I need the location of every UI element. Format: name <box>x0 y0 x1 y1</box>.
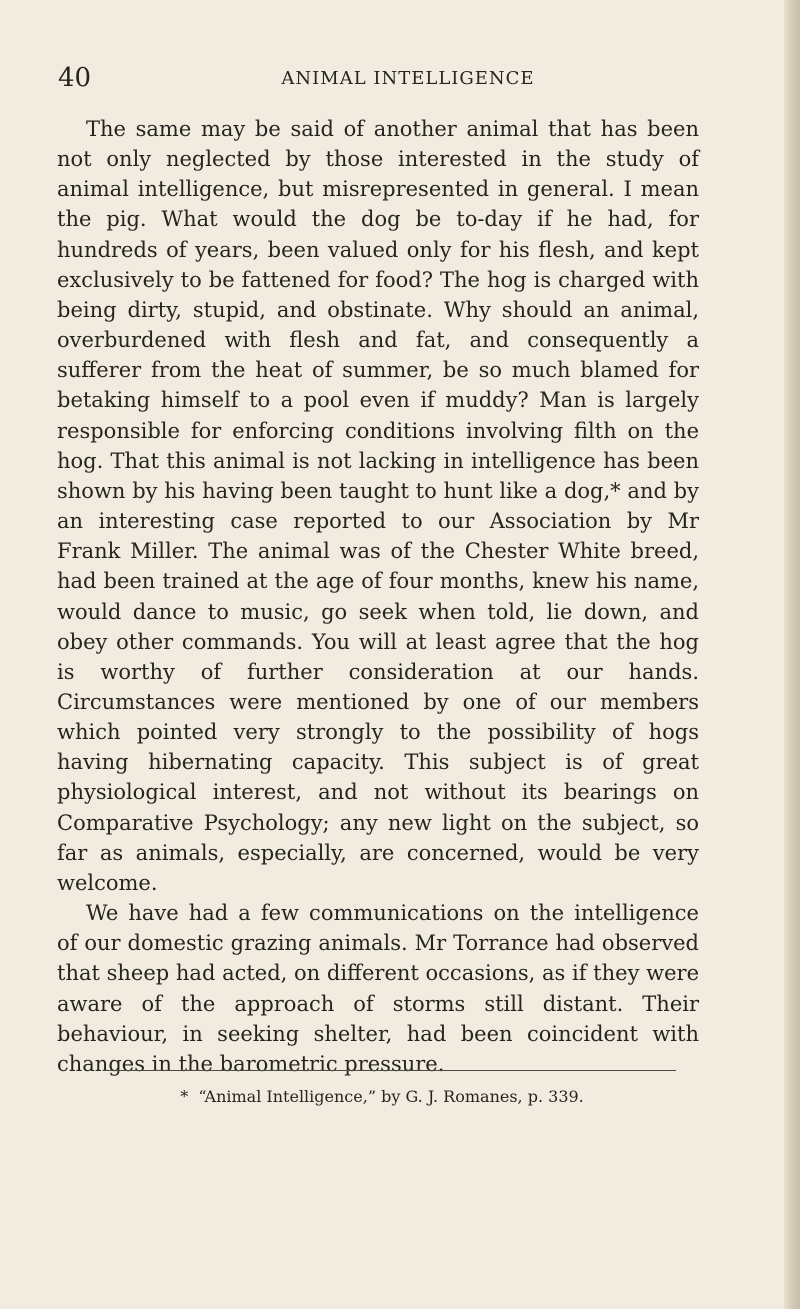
page-number: 40 <box>58 63 92 93</box>
footnote-divider <box>103 1070 676 1071</box>
footnote-text: “Animal Intelligence,” by G. J. Romanes, p. 339. <box>198 1087 584 1106</box>
running-head: ANIMAL INTELLIGENCE <box>281 68 535 89</box>
body-text <box>57 114 699 1079</box>
page-header <box>58 62 758 94</box>
page-edge-shadow <box>784 0 800 1309</box>
footnote <box>72 1086 692 1108</box>
footnote-marker: * <box>180 1087 189 1106</box>
paragraph-pig: The same may be said of another animal that has been not only neglected by those interested in the study of animal intelligence, but misrepresented in general. I mean the pig. What would the dog be to-day if he had, for hundreds of years, been valued only for his flesh, and kept exclusively to be fattened for food? The hog is charged with being dirty, stupid, and obstinate. Why should an animal, overburdened with flesh and fat, and consequently a sufferer from the heat of summer, be so much blamed for betaking himself to a pool even if muddy? Man is largely responsible for enforcing conditions involving filth on the hog. That this animal is not lacking in intelligence has been shown by his having been taught to hunt like a dog,* and by an interesting case reported to our Association by Mr Frank Miller. The animal was of the Chester White breed, had been trained at the age of four months, knew his name, would dance to music, go seek when told, lie down, and obey other commands. You will at least agree that the hog is worthy of further consideration at our hands. Circumstances were mentioned by one of our members which pointed very strongly to the possibility of hogs having hibernating capacity. This subject is of great physiological interest, and not without its bearings on Comparative Psychology; any new light on the subject, so far as animals, especially, are concerned, would be very welcome. <box>57 117 699 895</box>
paragraph-grazing-animals: We have had a few communications on the intelligence of our domestic grazing animals. Mr Torrance had observed that sheep had acted, on different occasions, as if they were aware of the approach of storms still distant. Their behaviour, in seeking shelter, had been coincident with changes in the barometric pressure. <box>57 901 699 1076</box>
